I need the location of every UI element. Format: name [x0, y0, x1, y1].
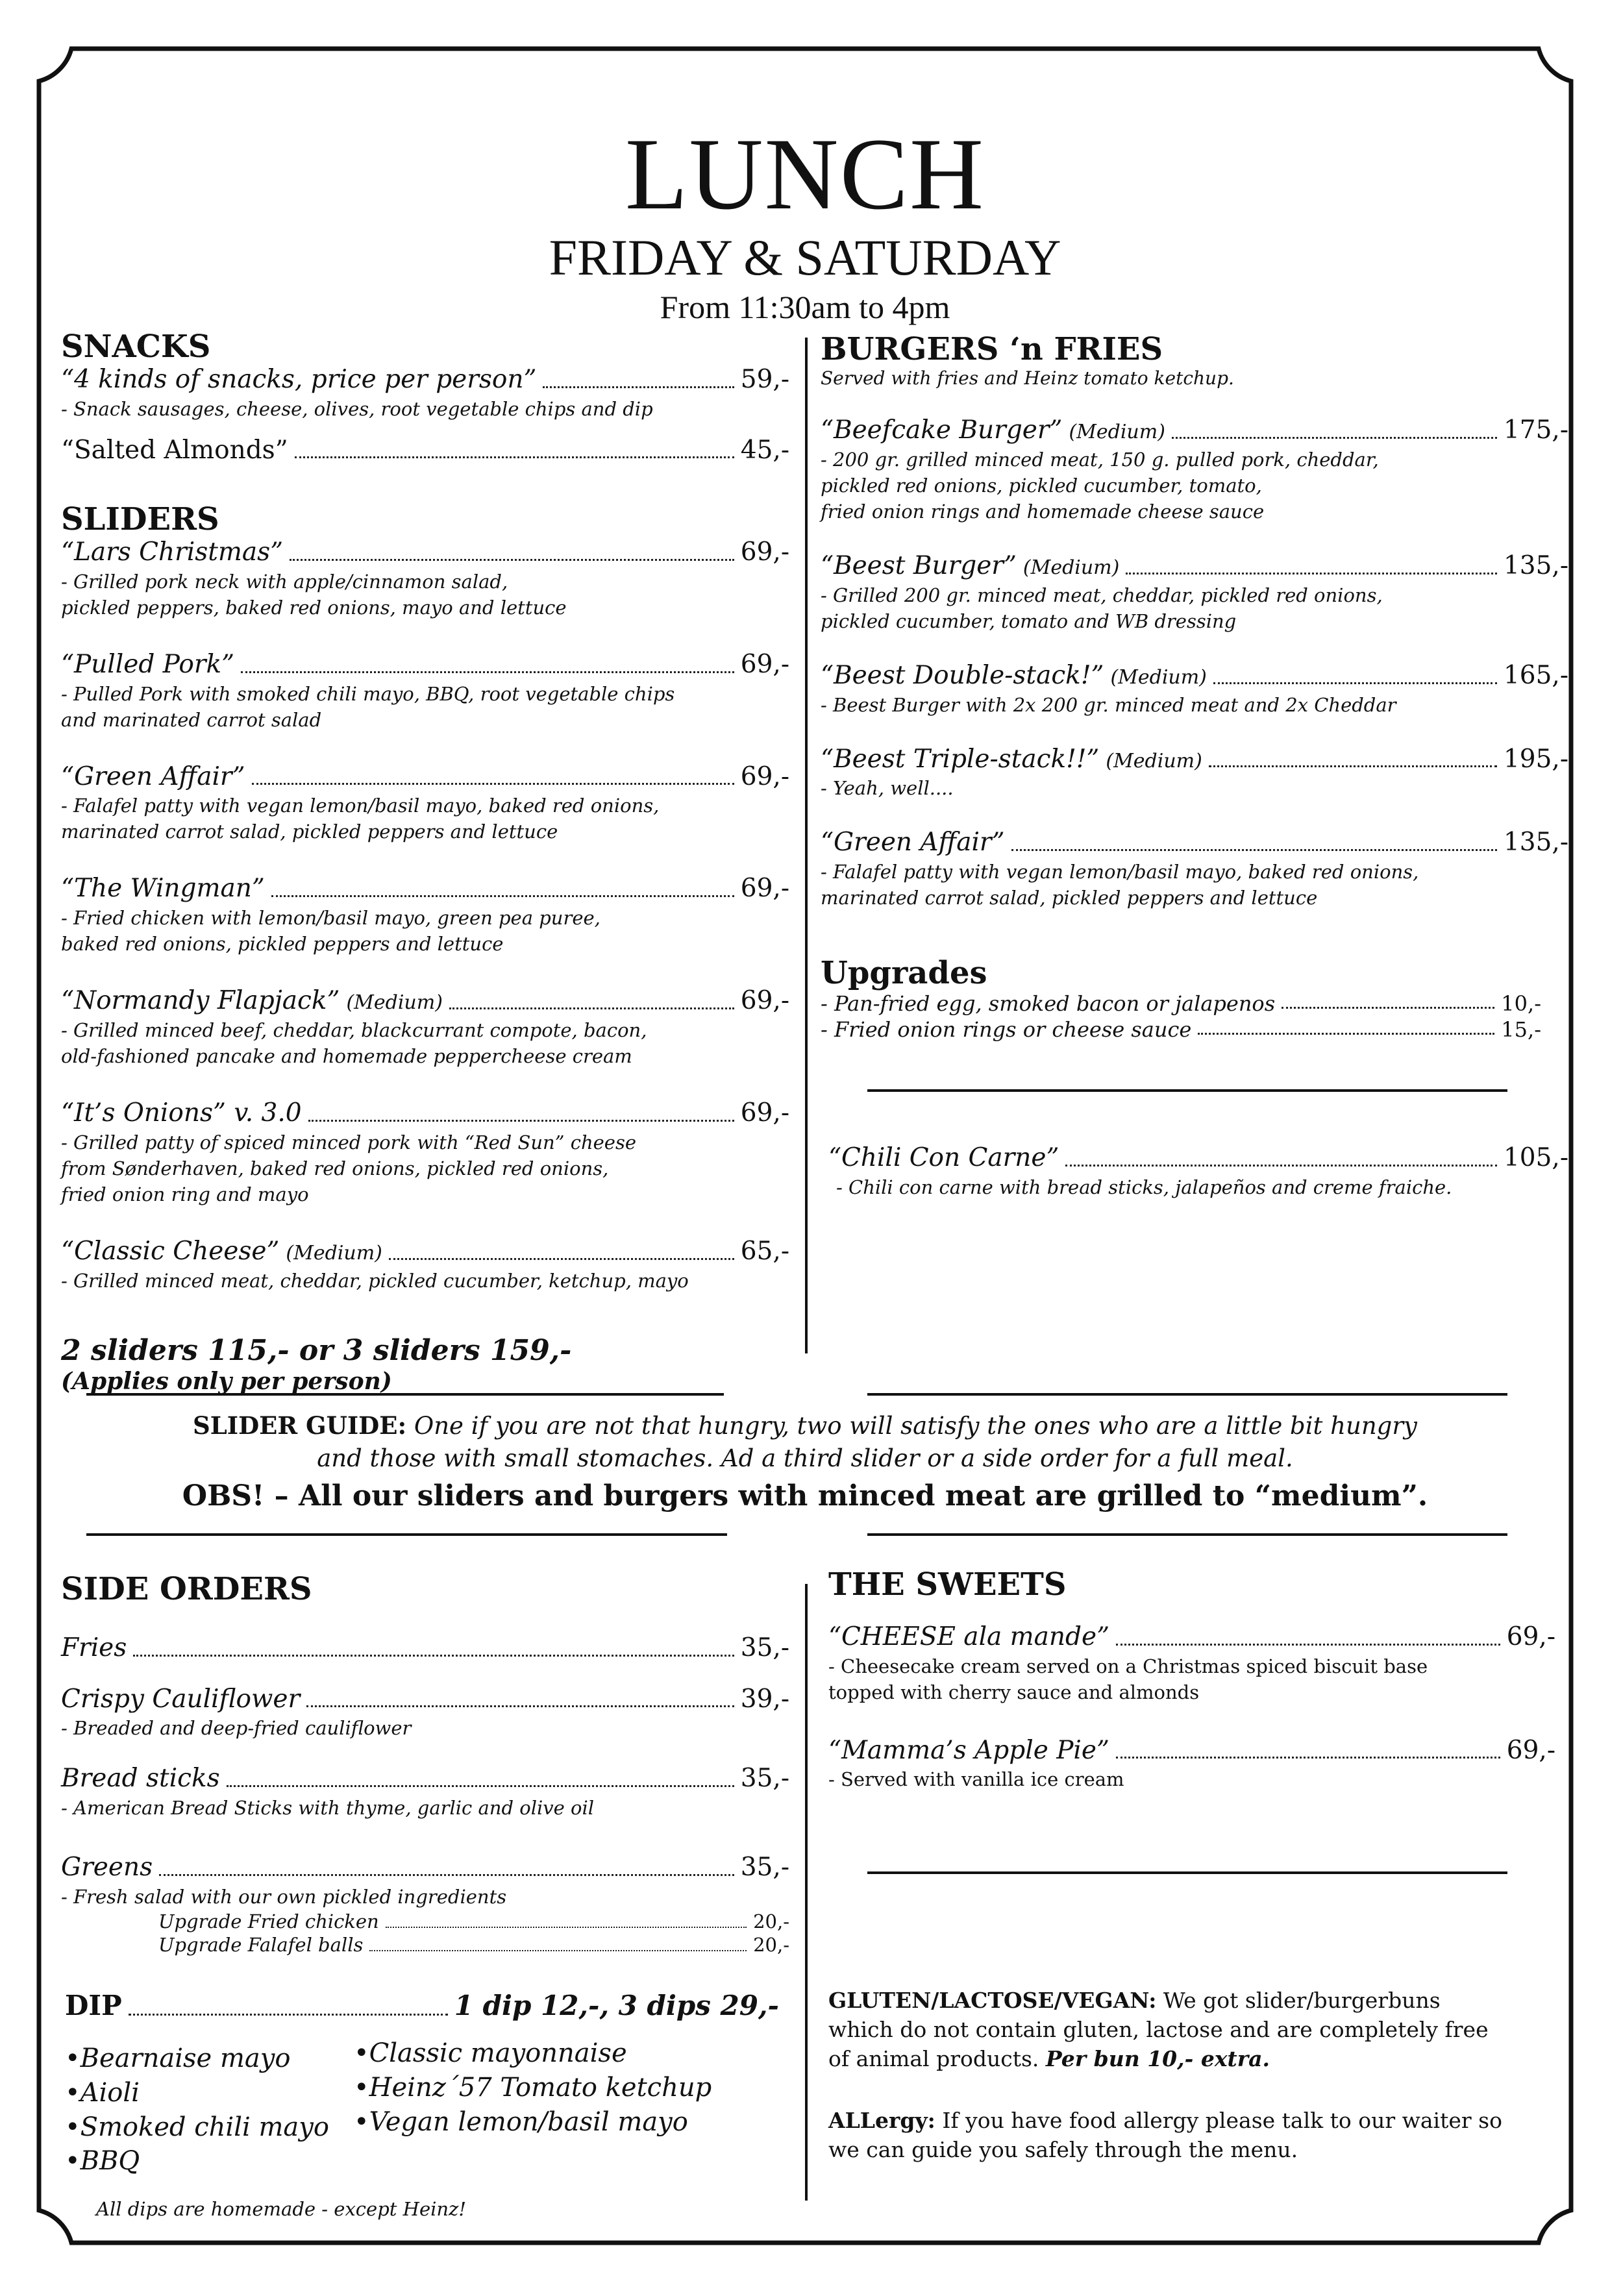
upgrade-item: - Fried onion rings or cheese sauce 15,- — [821, 1017, 1541, 1042]
allergy-info: ALLergy: If you have food allergy please talk to our waiter so we can guide you safely through the menu. — [828, 2108, 1502, 2162]
gluten-info: GLUTEN/LACTOSE/VEGAN: We got slider/burgerbuns which do not contain gluten, lactose and are completely free of animal products. Per bun 10,- extra. — [828, 1988, 1489, 2071]
menu-item: “Green Affair” 69,- - Falafel patty with vegan lemon/basil mayo, baked red onions, marinated carrot salad, pickled peppers and lettuce — [61, 761, 789, 843]
list-item: • BBQ — [65, 2144, 351, 2179]
burgers-heading: BURGERS ‘n FRIES — [821, 331, 1163, 367]
sliders-heading: SLIDERS — [61, 501, 219, 538]
list-item: • Vegan lemon/basil mayo — [354, 2105, 782, 2140]
menu-item: “CHEESE ala mande” 69,- - Cheesecake cream served on a Christmas spiced biscuit base topped with cherry sauce and almonds — [828, 1622, 1555, 1703]
side-upgrade: Upgrade Falafel balls 20,- — [158, 1934, 789, 1957]
side-orders — [61, 1572, 789, 1957]
snacks-heading: SNACKS — [61, 328, 211, 365]
menu-item: Greens 35,- - Fresh salad with our own pickled ingredients Upgrade Fried chicken 20,- Upgrade Falafel balls 20,- — [61, 1853, 789, 1957]
menu-item: “Classic Cheese” (Medium) 65,- - Grilled minced meat, cheddar, pickled cucumber, ketchup, mayo — [61, 1236, 789, 1292]
menu-item: “Beefcake Burger” (Medium) 175,- - 200 gr. grilled minced meat, 150 g. pulled pork, cheddar, pickled red onions, pickled cucumber, tomato, fried onion rings and homemade cheese sauce — [821, 415, 1568, 523]
obs-note: OBS! – All our sliders and burgers with minced meat are grilled to “medium”. — [182, 1479, 1428, 1512]
slider-guide: SLIDER GUIDE: One if you are not that hungry, two will satisfy the ones who are a little bit hungry and those with small stomaches. Ad a third slider or a side order for a full meal. OBS! – All our sliders and burgers with minced meat are grilled to “medium”. — [39, 1410, 1571, 1514]
menu-item: “Pulled Pork” 69,- - Pulled Pork with smoked chili mayo, BBQ, root vegetable chips and marinated carrot salad — [61, 649, 789, 731]
list-item: • Heinz´57 Tomato ketchup — [354, 2071, 782, 2105]
menu-item: Bread sticks 35,- - American Bread Sticks with thyme, garlic and olive oil — [61, 1764, 789, 1820]
dip-list-1 — [65, 2042, 351, 2179]
menu-item: “Beest Double-stack!” (Medium) 165,- - Beest Burger with 2x 200 gr. minced meat and 2x Cheddar — [821, 660, 1568, 716]
sweets-heading: THE SWEETS — [828, 1566, 1067, 1603]
dip-price: 1 dip 12,-, 3 dips 29,- — [454, 1990, 779, 2021]
burgers-note: Served with fries and Heinz tomato ketchup. — [821, 367, 1234, 389]
page-title: LUNCH — [625, 117, 985, 231]
menu-item: “4 kinds of snacks, price per person” 59,- - Snack sausages, cheese, olives, root vegetable chips and dip — [61, 364, 789, 420]
menu-item: “Lars Christmas” 69,- - Grilled pork neck with apple/cinnamon salad, pickled peppers, baked red onions, mayo and lettuce — [61, 537, 789, 619]
menu-item: “Mamma’s Apple Pie” 69,- - Served with vanilla ice cream — [828, 1735, 1555, 1791]
slider-deal: 2 sliders 115,- or 3 sliders 159,- — [61, 1333, 572, 1367]
side-orders-heading: SIDE ORDERS — [61, 1571, 312, 1607]
menu-item: “The Wingman” 69,- - Fried chicken with lemon/basil mayo, green pea puree, baked red onions, pickled peppers and lettuce — [61, 874, 789, 956]
header — [0, 117, 1610, 325]
page-subtitle: FRIDAY & SATURDAY — [549, 229, 1061, 286]
dip-list-2 — [354, 2036, 782, 2139]
dip-section — [65, 1989, 779, 2023]
menu-item: “Salted Almonds” 45,- — [61, 435, 789, 465]
list-item: • Smoked chili mayo — [65, 2110, 351, 2145]
list-item: • Aioli — [65, 2076, 351, 2110]
sweets — [828, 1568, 1555, 1792]
side-upgrade: Upgrade Fried chicken 20,- — [158, 1910, 789, 1932]
menu-item: “Normandy Flapjack” (Medium) 69,- - Grilled minced beef, cheddar, blackcurrant compote, bacon, old-fashioned pancake and homemade peppercheese cream — [61, 986, 789, 1067]
upgrades-heading: Upgrades — [821, 955, 987, 992]
opening-hours: From 11:30am to 4pm — [660, 289, 950, 325]
left-column-top — [61, 330, 789, 1396]
dip-footnote: All dips are homemade - except Heinz! — [96, 2198, 466, 2220]
dip-label: DIP — [65, 1990, 122, 2021]
right-column-top — [821, 332, 1568, 1043]
menu-item: Fries 35,- — [61, 1633, 789, 1662]
menu-item: Crispy Cauliflower 39,- - Breaded and deep-fried cauliflower — [61, 1684, 789, 1740]
menu-item: “Beest Triple-stack!!” (Medium) 195,- - Yeah, well.... — [821, 744, 1568, 800]
menu-item: “It’s Onions” v. 3.0 69,- - Grilled patty of spiced minced pork with “Red Sun” cheese from Sønderhaven, baked red onions, pickled red onions, fried onion ring and mayo — [61, 1098, 789, 1205]
menu-item: “Green Affair” 135,- - Falafel patty with vegan lemon/basil mayo, baked red onions, marinated carrot salad, pickled peppers and lettuce — [821, 828, 1568, 909]
chili-item: “Chili Con Carne” 105,- - Chili con carne with bread sticks, jalapeños and creme fraiche. — [828, 1143, 1568, 1198]
list-item: • Bearnaise mayo — [65, 2042, 351, 2076]
upgrade-item: - Pan-fried egg, smoked bacon or jalapenos 10,- — [821, 991, 1541, 1016]
menu-item: “Beest Burger” (Medium) 135,- - Grilled 200 gr. minced meat, cheddar, pickled red onions, pickled cucumber, tomato and WB dressing — [821, 550, 1568, 632]
slider-deal-note: (Applies only per person) — [61, 1368, 392, 1396]
list-item: • Classic mayonnaise — [354, 2036, 782, 2071]
